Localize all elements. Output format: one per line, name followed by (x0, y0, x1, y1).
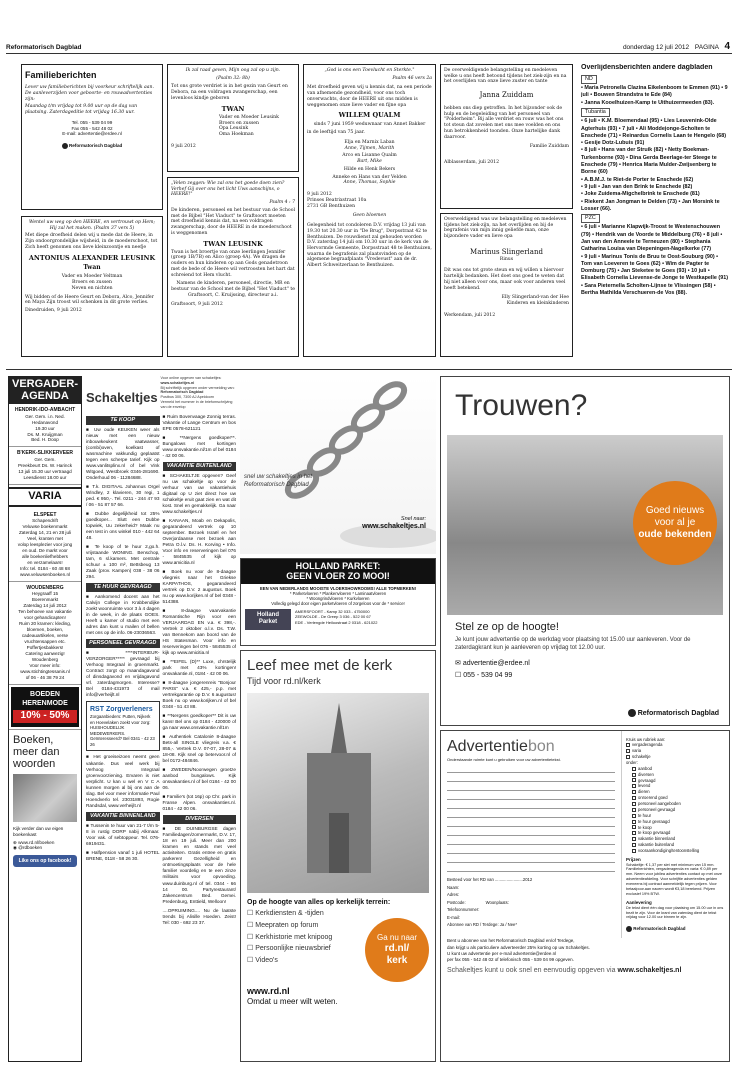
anders-item: • 9 juli • Jan van den Brink te Enschede (82) (581, 183, 693, 190)
classified-ad: ■ Halfpension vanaf 1 juli HOTEL BRENE, 0118 - 58 26 30. (86, 849, 160, 861)
holland-title: HOLLAND PARKET: GEEN VLOER ZO MOOI! (241, 559, 435, 584)
checkbox-icon[interactable] (632, 849, 636, 853)
schakeltjes-logo: Schakeltjes (86, 390, 158, 405)
willem-text: Met droefheid geven wij u kennis dat, na een periode van afnemende gezondheid, voor ons toch onverwachts, door de HEERE uit ons midden is weggenomen onze lieve vader en fijne opa (307, 85, 432, 108)
schakeltjes-cols (86, 414, 236, 929)
kerk-title: Leef mee met de kerk (247, 657, 393, 674)
marinus-body: Dit was ons tot grote steun en wij willen u hiervoor hartelijk bedanken. Het doet ons goed te weten dat hij niet alleen voor ons, maar ook voor anderen veel heeft betekend. (444, 268, 566, 291)
rubriek-option[interactable]: vakantie binnenland (626, 836, 725, 842)
rubriek-option[interactable]: levend (626, 783, 725, 789)
category-header: TE HUUR GEVRAAGD (86, 583, 160, 592)
willem-verse: „God is ons een Toevlucht en Sterkte." (324, 68, 415, 73)
anders-title: Overlijdensberichten andere dagbladen (581, 64, 713, 71)
twitter-icon: ◉ (13, 845, 19, 851)
kerk-item: ☐ Kerkdiensten & -tijden (247, 909, 324, 917)
rubriek-option[interactable]: onroerend goed (626, 795, 725, 801)
twan-name: TWAN (221, 104, 245, 113)
phone-icon: ☐ (455, 672, 464, 680)
checkbox-icon[interactable] (632, 767, 636, 771)
rst-zorgverleners-ad (86, 701, 160, 752)
rubriek-option[interactable]: dieren (626, 789, 725, 795)
classified-ad: ....OPRUIMING.... Nu de laatste trends bij Alisille Hoeden. Zeist! Tel: 030 - 692 23 37. (162, 907, 236, 925)
bon-online[interactable]: Schakeltjes kunt u ook snel en eenvoudig opgeven via www.schakeltjes.nl (447, 966, 682, 974)
janna-name: Janna Zuiddam (479, 91, 534, 100)
fam-deadline: Maandag t/m vrijdag tot 9.00 uur op de dag van plaatsing. Zaterdageditie tot vrijdag 16.30 uur. (25, 104, 138, 116)
twan-family: Vader en Moeder Leusink Broers en zussen Opa Leusink Oma Hoekman (219, 114, 279, 137)
bon-text-lines[interactable] (447, 766, 615, 872)
bon-logo: Reformatorisch Dagblad (626, 926, 725, 932)
chain-tagline: snel uw schakeltjes in het Reformatorisch Dagblad (244, 474, 313, 488)
marinus-advert (440, 213, 573, 357)
kerk-item: ☐ Persoonlijke nieuwsbrief (247, 945, 331, 953)
vergaderagenda-column (8, 376, 82, 1062)
classified-ad: ■ Uw oude KEUKEN weer als nieuw met een nieuw inbouwkeukent vaatwasser, (combi)oven, koelkast of wasmachine vakkundig geplaatst tegen een scherpe tarief. Kijk op www.vanlitsplinx.nl of bel Vink Witgoed, Westbroek 0346-281690. Onderhoud 06 - 11284688. (86, 426, 160, 480)
aanlev-text: De tekst dient één dag voor plaatsing om 15.00 uur in ons bezit te zijn. Voor de krant van zaterdag dient de tekst vrijdag voor 12.00 uur binnen te zijn. (626, 905, 724, 920)
willem-flowers: Geen bloemen (352, 213, 387, 219)
classified-ad: ■ **Nergens goedkoper**. Bungalows met kortingen www.onsvakantie.nl/1m of bel 0184 - 42 00 06. (162, 434, 236, 458)
bon-title: Advertentiebon (447, 738, 555, 755)
rubriek-option[interactable]: aanbod (626, 766, 725, 772)
church-photo (247, 693, 429, 893)
like-facebook-badge[interactable]: Like ons op facebook! (13, 855, 77, 867)
header-date: donderdag 12 juli 2012 (622, 44, 690, 51)
schakeltjes-info: Voor online opgeven van schakeltjes: www.schakeltjes.nl Bij schriftelijk opgeven onder vermelding van: Reformatorisch Dagblad Postbus 300, 7300 AJ Apeldoorn Vermeld het nummer in de briefomschrijving van de envelop (160, 376, 235, 409)
kerk-ad (240, 650, 436, 1062)
boeken-title: Boeken, meer dan woorden (13, 733, 60, 770)
holland-parket-ad: HOLLAND PARKET: GEEN VLOER ZO MOOI! EEN VAN NEDERLANDS MOOISTE VLOERSHOWROOMS! ALLE TOPMERKEN! * Parketvloeren * Plankenvloeren * Laminaatvloeren * Woongrindvloeren * Kurkvloeren Volledig gelegd door eigen parketvloeren of zorgeloos voor de * service! Holland Parket AMERSFOORT - Kamp 32 033 - 4750000 ZEEWOLDE - De Greep 3 036 - 522 00 67 EDE - Verlengde Heiloostraat 2 0318 - 621022 (240, 558, 436, 646)
kerk-tag: Omdat u meer wilt weten. (247, 997, 338, 1006)
antonius-date: Dinedruiden, 9 juli 2012 (25, 307, 82, 313)
twan-date: 9 juli 2012 (171, 143, 196, 149)
page-number: 4 (724, 41, 730, 52)
rst-title: RST Zorgverleners (90, 705, 153, 713)
kerk-circle-button[interactable]: Ga nu naar rd.nl/ kerk (365, 918, 429, 982)
antonius-advert (21, 216, 163, 357)
classified-ad: ■ 8-daagse vaarvakantie Romantische Rijn voor een VERJAARDAG EN v.a. € 398,-. Vertrek 2 oktober o.l.v. Ds. T.W. van Bennekom aan boord van de HS Statesman. Voor info en reserveringen bel 076 - 5845535 of kijk op www.amicitia.nl (162, 608, 236, 656)
kerk-item: ☐ Kerkhistorie met knipoog (247, 933, 333, 941)
classified-ad: ■ DE DUINBURGSE dagen Familiedagen/zomermarkt, D.V. 17, 18 en 19 juli. Meer dan 200 kramen en stands met veel activiteiten. Gratis entree en gratis parkeren! Gezelligheid en ontmoetingsplaats voor de hele familie! voordelig en te een zinze militairs voor opvoeding. www.duinburg.nl of tel. 0344 - 66 14 00. Partyrestaurant/ Zakencentrum Bed. Gemei. Predenburg, Enttield, Welloon! (162, 826, 236, 904)
classified-ad: ■ ZWEDEN/Noorwegen groetze aanbod bungalows. Kijk onsvakanties.nl of bel 0184 - 42 00 06. (162, 767, 236, 791)
rubriek-option[interactable]: vakantie buitenland (626, 842, 725, 848)
marinus-sub: Rinus (499, 256, 514, 262)
category-header: TE KOOP (86, 416, 160, 425)
antonius-verse: Wentel uw weg op den HEERE, en vertrouwt op Hem; Hij zal het maken. (Psalm 37 vers 5) (28, 220, 156, 231)
janna-date: Alblasserdam, juli 2012 (444, 160, 499, 166)
rd-logo-icon (628, 709, 636, 717)
anders-item: • 6 juli • Marianne Klapwijk-Troost te Westenschouwen (79) • Hendrik van de Voorde te Middelburg (76) • 8 juli • Jan van den Anneele te Terneuzen (80) • Stephania Catharina Louisa van Diepeningen-Nagelkerke (77) (581, 224, 723, 253)
globe-icon: ⊕ (13, 839, 19, 845)
goed-nieuws-badge: Goed nieuws voor al je oude bekenden (633, 481, 717, 565)
rubriek-option[interactable]: personeel aangeboden (626, 801, 725, 807)
rubriek-option[interactable]: vergaderagenda (626, 742, 725, 748)
classified-ad: ■ Ruim Bovenvaage Zonnig terras. Vakantie of Lange Centrum en bos EPE 0578-621121 (162, 413, 236, 431)
varia-entry: WOUDENBERG Heygraaff 15 Boerenmarkt Zaterdag 14 juli 2012 Ten behoeve van vakantie voor gehandicapten! Ruim 20 kramen: kleding, bloemen, boeken, cadeauartikelen, verse vruchtensappen etc. Poffertjesbakkers! Catering aanwezig! Woudenberg Voor meer info: www.stichtingtessanis.nl of 06 - 46 38 79 24 (9, 582, 81, 685)
prijzen-head: Prijzen (626, 856, 641, 862)
schakeltjes-col-right (163, 414, 237, 929)
twan-text: Tot ons grote verdriet is in het gezin van Geurt en Debora, na een voldragen zwangerschap, een levenloos kindje geboren (171, 84, 288, 101)
advertentiebon (440, 730, 730, 1062)
fam-fax: Fax 055 - 542 48 02 (71, 125, 113, 131)
janna-body: hebben ons diep getroffen. In het bijzonder ook de hulp en de begeleiding van het personeel van "Polderheim". Bij alle verdriet en rouw was het ons tot steun dat zovelen met ons mee voelden en ons hun betrokkenheid toonden. Onze hartelijke dank daarvoor. (444, 105, 564, 140)
classified-ad: ■ Boek nu voor de 8-daagse vliegreis naar het Griekse KARPATHOS, gegarandeerd vertrek op D.V. 2 augustus. Boek nu op www.korijken.nl of bel 0348 - 514388. (162, 568, 236, 604)
twan-verse: Ik zal raad geven, Mijn oog zal op u zijn. (185, 68, 281, 73)
category-header: PERSONEEL GEVRAAGD (86, 639, 160, 648)
twan-ref: (Psalm 32: 8b) (216, 75, 250, 81)
checkbox-icon[interactable] (632, 825, 636, 829)
marinus-date: Werkendam, juli 2012 (444, 312, 496, 318)
checkbox-icon[interactable] (632, 837, 636, 841)
classified-ad: ■ Familie's (tot 16p) op Chr. park in Franse Alpen. onsvakanties.nl. 0184 - 42 00 06. (162, 794, 236, 812)
kerk-item: ☐ Video's (247, 957, 278, 965)
willem-funeral: Gelegenheid tot condoleren D.V. vrijdag 13 juli van 19.30 tot 20.30 uur in "De Brug", Dorpsstraat 42 te Benthuizen. De rouwdienst zal gehouden worden D.V. zaterdag 14 juli om 10.30 uur in de kerk van de Hervormde Gemeente, Dorpsstraat 48 te Benthuizen, waarna de begrafenis zal plaatsvinden op de algemene begraafplaats "Vredevust" aan de dr. Albert Schweitzerlaan te Benthuizen. (307, 223, 432, 269)
rubriek-checklist (626, 742, 725, 854)
boeden-ad[interactable]: BOEDEN HERENMODE 10% - 50% (11, 687, 79, 727)
fb-link-twitter[interactable]: ◉ @rdboeken (13, 845, 43, 851)
rubriek-option[interactable]: personeel gevraagd (626, 807, 725, 813)
anders-item: • 8 juli • Hans van der Struik (82) • Netty Boekman-Turkenborne (93) • Dina Gerda Beerlage-ter Steege te Enschede (79) • Henrica Maria Mulder-Zwijsenberg te Borne (60) (581, 147, 717, 176)
checkbox-icon[interactable] (626, 755, 630, 759)
schakeltjes-chain-ad (240, 376, 436, 554)
kerk-sub: Tijd voor rd.nl/kerk (247, 675, 321, 686)
checkbox-icon[interactable] (632, 796, 636, 800)
classified-ad: ■ Te koop of te huur 2,go.h. vrijstaande WONING. Benschop, tam, 6 sl.kamers. Met centrale schuur ± 100 m², Bettsbeug 13 Zaak (prov. Kampen) 038 - 38 06 294. (86, 543, 160, 579)
classified-ad: ■ KANAAN, Moab en Dekapolis, gegarandeerd vertrek op 10 september. Bezoek Israël en het Overjordaanse met bezoek aan Petra O.l.v. Ds. H. Korving • Info. Voor info en reserveringen bel 076 - 5845535 of kijk op www.amicitia.nl (162, 517, 236, 565)
classified-ad: ■ T.k. DIGITAAL Johannus Orgel Windley, 2 klavieren, 30 regi, 1 ped. € 950,-. Tel. 0211 - 244 47 93 / 06 - 51 87 57 66. (86, 483, 160, 507)
wedding-photo (447, 435, 723, 615)
classified-ad: ■ Aankomend docent aan het Calvijn College in Krabbendijke zoekt woonruimte voor 3 à 4 dagen in de week, in de plaats GOES. Heeft u kamer of studio met een adres dan kunt u mailen of bellen met ons op de info. 06-23036563. (86, 593, 160, 635)
willem-age: in de leeftijd van 75 jaar. (307, 130, 365, 136)
familieberichten-box (21, 64, 163, 210)
classified-ad: ■ Dubbe degelijkheid tot 25% goedkoper... Slutt een Dubbe topwiek, Uu zekerheid? Maak nu een test in ons winkel 010 - 442 64 48. (86, 510, 160, 540)
anders-item: • A.B.M.J. te Riet-de Porter te Enschede (62) (581, 176, 694, 183)
kerk-item: ☐ Meepraten op forum (247, 921, 319, 929)
rst-body: Zorgaanbieders: Putten, Nijkerk en Hoevelaken zoekt voor zorg: HUISHOUDELIJK MEDEWERKERS. Geïnteresseerd? Bel 0341 - 42 23 26 (90, 714, 155, 747)
trouwen-logo: Reformatorisch Dagblad (628, 709, 719, 719)
header-pagina: PAGINA (694, 44, 719, 51)
classified-ad: ■ **EIFEL (D)** Luxe, chrstelijk park met 43% kortingen! onsvakantie.nl, 0184 - 42 00 06. (162, 659, 236, 677)
marinus-sign: Elly Slingerland-van der Hee Kinderen en kleinkinderen (501, 295, 569, 307)
checkbox-icon[interactable] (632, 773, 636, 777)
twan2-name: TWAN LEUSINK (203, 239, 263, 248)
rubriek-option[interactable]: te huur (626, 813, 725, 819)
trouwen-body: Je kunt jouw advertentie op de werkdag voor plaatsing tot 15.00 uur aanleveren. Voor de zaterdagkrant kun je aanleveren op vrijdag tot 12.00 uur. (455, 637, 691, 652)
book-photo (13, 774, 77, 822)
antonius-body: Wij bidden of de Heere Geurt en Debora, Alco, Jennifer en Maya Zijn troost wil schenken in dit grote verlies. (25, 294, 154, 306)
willem-qualm-advert (303, 64, 436, 357)
twan2-date: Graftsoort, 9 juli 2012 (171, 301, 223, 307)
page-header (623, 41, 730, 54)
antonius-name: ANTONIUS ALEXANDER LEUSINK (28, 253, 156, 262)
classified-ad: ■ Tussenin te huur van 21-7 t/m 5-8 in rustig DORP nabij Alkmaar. Voor vak. of sebtoppeur. Tel. 076-6919431. (86, 822, 160, 846)
fam-email[interactable]: E-mail: advertentie@erdee.nl (62, 131, 122, 137)
anders-item: • Joke Zuidema-Migchelbrink te Enschede (81) (581, 191, 700, 198)
trouwen-tel[interactable]: ☐ 055 - 539 04 99 (455, 672, 513, 680)
church-icon (247, 693, 431, 893)
envelope-icon: ✉ (455, 660, 463, 668)
checkbox-icon[interactable] (626, 749, 630, 753)
checkbox-icon[interactable] (632, 790, 636, 794)
checkbox-icon[interactable] (632, 843, 636, 847)
checkbox-icon[interactable] (632, 778, 636, 782)
holland-body: EEN VAN NEDERLANDS MOOISTE VLOERSHOWROOMS! ALLE TOPMERKEN! * Parketvloeren * Plankenvloeren * Laminaatvloeren * Woongrindvloeren * Kurkvloeren Volledig gelegd door eigen parketvloeren of zorgeloos voor de * service! (259, 585, 417, 607)
bon-fields[interactable]: Besteed voor het RD van ........................2012 Naam: Adres: Postcode: Woonplaats: Telefoonnummer: E-mail: Abonnee van RD / Terdege: Ja / Nee* (447, 877, 533, 928)
rubriek-head: Kruis uw rubriek aan: (626, 737, 666, 742)
pzc-label: PZC (581, 214, 600, 223)
checkbox-icon[interactable] (632, 802, 636, 806)
fb-link-web[interactable]: ⊕ www.rd.nl/boeken (13, 839, 55, 845)
prijzen-text: Schakeltje: € 1,37 per slet met minimum van 15 mm. Familieberichten, vergaderagenda en varia: € 0,89 per mm. Neem voor jubilea advertenties contact op met onze advertentieafdeling. Voor schrijftie advertenties gelden eveneens bij contract aanmeldelijk tegen prijzen. Voor betaalpoor.aan nacem wordt €3,18 berekend. Prijzen exclusief 19% BTW. (626, 862, 723, 897)
bon-sub: Onderstaande ruimte kunt u gebruiken voor uw advertentietekst. (447, 757, 561, 762)
rubriek-option[interactable]: te koop (626, 825, 725, 831)
newspaper-name: Reformatorisch Dagblad (6, 44, 82, 51)
willem-name: WILLEM QUALM (338, 111, 401, 120)
header-rule (6, 53, 732, 54)
fam-tel: Tel. 055 - 539 04 99 (71, 119, 113, 125)
boeken-ad (9, 729, 81, 871)
section-rule (6, 369, 732, 370)
overlijdens-andere-dagbladen (581, 64, 729, 360)
antonius-sub: Twan (83, 263, 101, 271)
marinus-text: Overweldigend was uw belangstelling en medeleven tijdens het ziek-zijn, na het overlijden en bij de begrafenis van mijn innig geliefde man, onze bijzondere vader en lieve opa (444, 217, 567, 240)
tubantia-label: Tubantia (581, 108, 610, 117)
category-header: VAKANTIE BUITENLAND (163, 462, 237, 471)
trouwen-title: Trouwen? (455, 389, 588, 422)
twan2-verse: „Velen zeggen: Wie zal ons het goede doen zien? Verhef Gij over ons het licht Uws aanschijns, o HEERE!" (171, 181, 285, 198)
anders-item: • Riekent Jan Jongman te Delden (73) • Jan Morsink te Losser (66). (581, 198, 720, 212)
nd-label: ND (581, 75, 597, 84)
twan2-body: Twan is het broertje van onze leerlingen Jennifer (groep 1B/7B) en Alico (groep 4A). We dragen de ouders en hun kinderen op aan Gods genadetroon met de bede of de Heere wil vertroosten het hart dat schreiend tot Hem vlucht. (171, 249, 295, 278)
vergaderagenda-title: VERGADER- AGENDA (9, 377, 81, 404)
kerk-list (247, 908, 332, 982)
twan-advert (167, 64, 299, 172)
varia-title: VARIA (9, 487, 81, 507)
checkbox-icon[interactable] (632, 784, 636, 788)
rd-logo-icon (62, 143, 68, 149)
classified-ad: ■ ****INTERIEUR-VERZORGER***** gevraagd bij Verhoog Integraal in groenmarkt. Contract zorgt op maandagavond of dinsdagavond en vrijdagavond vrl. zaterdagmorgen. Interesse? Bel 0184-431973 of mail info@verheijlt.nl (86, 649, 160, 697)
willem-addr: 9 juli 2012 Prinses Beatrixstraat 10a 2731 GB Benthuizen (307, 192, 367, 209)
willem-born: sinds 7 juni 1959 weduwnaar van Annet Bakker (313, 121, 426, 127)
twan2-ref: Psalm 4 : 7 (269, 200, 295, 206)
classified-ad: ■ **Nergens goedkoper** Dit is uw kans! Bel ons op 0184 - 420000 of ga naar www.onsvakantie.nl/1m (162, 713, 236, 731)
agenda-entry: HENDRIK-IDO-AMBACHT Ger. Gem. i.n. Ned. Hedanavond 19.30 uur Ds. M. Kruijgman Bed. H. Doop (9, 404, 81, 447)
antonius-text: Met diepe droefheid delen wij u mede dat de Heere, in Zijn ondoorgrondelijke wijsheid, in de moederschoot, tot Zich heeft genomen ons lieve kleinzoontje en neefje (25, 233, 158, 250)
classified-ad: ■ SCHAKELTJE opgeven? Geef nu uw schakeltje op voor de verhuur van uw vakantiehuis digitaal op U ziet direct hoe uw schakeltje eruit gaat zien en wat dit kost. Snel en gemakkelijk. Ga naar www.schakeltjes.nl (162, 472, 236, 514)
schakeltjes-header (86, 376, 236, 410)
rd-logo-icon (626, 926, 632, 932)
antonius-family: Vader en Moeder Veltman Broers en zussen Neven en nichten (61, 274, 123, 291)
checkbox-icon[interactable] (632, 820, 636, 824)
twan-leusink-advert (167, 177, 299, 357)
trouwen-stel: Stel ze op de hoogte! (455, 620, 559, 633)
checkbox-icon[interactable] (626, 743, 630, 747)
varia-entry: ELSPEET Schapendrift Veluwse boekenmarkt Zaterdag 14, 21 en 28 juli Veel, kranten met volop leesplezier voor jong en oud. De markt voor alle boekenliefhebbers en verzamelaars! Info: tel. 0184 - 60 48 68 www.veluwsenboeken.nl (9, 509, 81, 582)
anders-item: • Janna Kooelhuizen-Kamp te Uithuizermeeden (83). (581, 99, 715, 106)
rubriek-option[interactable]: onder: (626, 759, 638, 765)
holland-logo: Holland Parket (245, 609, 291, 630)
rubriek-option[interactable]: gevraagd (626, 778, 725, 784)
checkbox-icon[interactable] (632, 808, 636, 812)
aanlev-head: Aanlevering (626, 899, 652, 905)
rubriek-option[interactable]: varia (626, 748, 725, 754)
willem-family: Elja en Marnix Laban Anne, Tijmen, Marith Arco en Lisanne Qualm Bart, Mike Hilde en Henk Bekers Anneke en Hans van der Velden Anne, Thomas, Sophie (332, 140, 407, 186)
category-header: DIVERSEN (163, 815, 237, 824)
rubriek-option[interactable]: te koop gevraagd (626, 830, 725, 836)
trouwen-ad (440, 376, 730, 726)
checkbox-icon[interactable] (632, 814, 636, 818)
fam-title: Familieberichten (25, 70, 97, 80)
fam-intro: Lever uw familieberichten bij voorkeur schriftelijk aan. De aanleverzijden voor geboorte- en rouwadvertenties zijn: (25, 85, 154, 102)
marinus-name: Marinus Slingerland (470, 247, 543, 256)
rubriek-option[interactable]: diversen (626, 772, 725, 778)
janna-zuiddam-advert (440, 64, 573, 209)
willem-ref: Psalm 46 vers 2a (392, 75, 432, 81)
twan2-sign: Namens de kinderen, personeel, directie, MR en bestuur van de School met de Bijbel "Het Viaduct" te Graftsoort, C. Kruijssing, directeur a.i. (171, 281, 295, 298)
janna-sign: Familie Zuiddam (529, 144, 569, 150)
trouwen-email[interactable]: ✉ advertentie@erdee.nl (455, 660, 530, 668)
fb-text: Kijk verder dan uw eigen boekenkast (13, 826, 64, 837)
anders-item: • Maria Petronella Clazina Eikelenboom te Emmen (91) • 9 juli • Bouwen Strandstra te Ede (84) (581, 85, 728, 99)
kerk-url[interactable]: www.rd.nl (247, 985, 290, 996)
anders-item: • 6 juli • K.M. Bloemendaal (95) • Lies Leuvenink-Olde Agterhuis (93) • 7 juli • Ali Moddejonge-Scholten te Enschede (71) • Reinardus Cornelis Laan te Hengelo (68) • Gesije Dotz-Lubuis (91) (581, 118, 727, 147)
schakeltjes-column (86, 376, 236, 1062)
schakeltjes-col-left (86, 414, 160, 929)
kerk-heading: Op de hoogte van alles op kerkelijk terrein: (247, 899, 391, 906)
classified-ad: ■ 8-daagse jongerenreis "Bonjour PARIS" v.a. € 425,- p.p. met vertrekgarantie op D.V. 6 augustus! Boek nu op www.korijken.nl of bel 0348 - 51 43 88. (162, 680, 236, 710)
bon-footer: Bent u abonnee van het Reformatorisch Dagblad en/of Terdege, dan krijgt u als particuliere adverteerder 25% korting op uw Schakeltjes. U kunt uw advertentie per e-mail advertentie@erdee.nl per fax 055 - 542 48 02 of telefonisch 055 - 539 04 99 opgeven. (447, 938, 590, 963)
classified-ad: ■ Het groeiseizoen neemt geen vakantie. Dus veel werk bij Verhoog Integraal groenvoorziening. Ervaren is niet verplicht. U kan u wel en V C A kunnen morgen al bij ons aan de slag. Bel voor meer informatie Paul Hoendverlo tel. 23031893, Rogie Randsdal, www.verheijlt.nl (86, 754, 160, 808)
rubriek-option[interactable]: schakeltje (626, 754, 725, 760)
fam-logo: Reformatorisch Dagblad (25, 143, 159, 149)
twan2-text: De kinderen, personeel en het bestuur van de School met de Bijbel "Het Viaduct" te Graftsoort moeten met droefheid kennis dat, na een voldragen zwangerschap, door de HEERE in de moederschoot is weggenomen (171, 207, 295, 236)
category-header: VAKANTIE BINNENLAND (86, 812, 160, 821)
chain-link[interactable]: Snel naar: www.schakeltjes.nl (362, 516, 426, 530)
rubriek-option[interactable]: te huur gevraagd (626, 819, 725, 825)
agenda-entry: B'KERK-SLIKKERVEER Ger. Gem. Preekbeurt Ds. W. Harinck 13 juli 15.30 uur vertraagd Leesdienst 18.00 uur (9, 447, 81, 484)
anders-item: • 9 juli • Marinus Tonis de Bruu te Oost-Souburg (90) • Tom van Loeveren te Goes (62) • Wim de Pagter te Domburg (75) • Jan Steketee te Goes (93) • 10 juli • Elisabeth Cornelia Lievense-de Jonge te Westkapelle (91) • Sara Pieternella Scholten-Lijnse te Vlissingen (58) • Bertha Mathilda Verschueren-de Vos (88). (581, 253, 728, 297)
rubriek-option[interactable]: vooraankondiging/tentoonstelling (626, 848, 725, 854)
checkbox-icon[interactable] (632, 831, 636, 835)
janna-text: De overweldigende belangstelling en medeleven welke u ons heeft betoond tijdens het ziek-zijn en na het overlijden van onze lieve zuster en tante (444, 68, 567, 85)
classified-ad: ■ Authentiek Catalonië 8-daagse Bets-all SINGLE vliegreis v.a. € 855,-. Vertrek D.V. 07-07, 28-07 & 18-08. Kijk snel op betervoor.nl of bel 0172-484846. (162, 734, 236, 764)
